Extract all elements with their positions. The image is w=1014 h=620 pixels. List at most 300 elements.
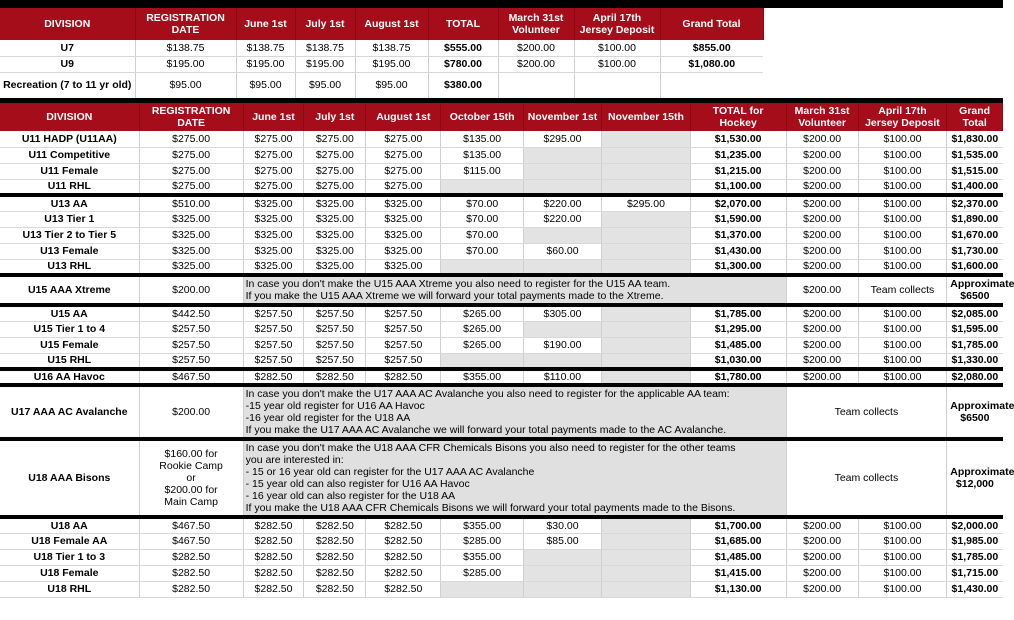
fee-cell: $325.00 (304, 259, 366, 275)
fee-cell: $200.00 (139, 385, 243, 439)
fee-cell: $1,715.00 (947, 565, 1003, 581)
fee-cell: $60.00 (523, 243, 601, 259)
fee-cell: $100.00 (858, 147, 947, 163)
fee-cell (441, 179, 523, 195)
fee-cell: $1,530.00 (690, 131, 786, 147)
fee-cell (602, 533, 691, 549)
fee-cell (602, 581, 691, 597)
fee-cell: $282.50 (366, 549, 441, 565)
fee-cell: Approximate $12,000 (947, 439, 1003, 517)
fee-cell: $325.00 (243, 243, 304, 259)
fee-cell: $2,080.00 (947, 369, 1003, 385)
column-header: April 17th Jersey Deposit (574, 8, 660, 40)
fee-cell (602, 163, 691, 179)
fee-cell: $1,330.00 (947, 353, 1003, 369)
division-name: U7 (0, 40, 135, 56)
fee-cell: $200.00 (786, 549, 858, 565)
fee-cell (441, 259, 523, 275)
fee-cell: $200.00 (498, 40, 574, 56)
column-header: October 15th (441, 103, 523, 131)
fee-cell: $355.00 (441, 369, 523, 385)
fee-cell: $100.00 (858, 243, 947, 259)
table-row (0, 147, 1003, 163)
table-row (0, 243, 1003, 259)
top-border (0, 0, 1003, 8)
note-line: - 15 year old can also register for U16 AA Havoc (245, 478, 470, 490)
fee-cell: $200.00 (786, 533, 858, 549)
fee-cell: $200.00 (786, 147, 858, 163)
fee-cell: $282.50 (243, 369, 304, 385)
fee-cell (441, 353, 523, 369)
fee-table-young (0, 8, 764, 99)
fee-cell (523, 163, 601, 179)
fee-cell: $282.50 (366, 369, 441, 385)
fee-cell: $200.00 (786, 581, 858, 597)
fee-cell: $1,590.00 (690, 211, 786, 227)
fee-cell: $200.00 (786, 369, 858, 385)
fee-cell: $100.00 (858, 195, 947, 211)
fee-cell: $257.50 (243, 321, 304, 337)
fee-cell: $100.00 (574, 56, 660, 72)
note-line: If you make the U18 AAA CFR Chemicals Bisons we will forward your total payments made to the Bisons. (245, 502, 736, 514)
fee-cell (602, 369, 691, 385)
fee-cell: $200.00 (786, 305, 858, 321)
reg-line: Rookie Camp (159, 460, 223, 472)
division-name: U15 AA (0, 305, 139, 321)
fee-cell: $1,670.00 (947, 227, 1003, 243)
fee-cell (498, 72, 574, 98)
fee-cell (523, 353, 601, 369)
fee-cell: $1,100.00 (690, 179, 786, 195)
fee-cell: $1,685.00 (690, 533, 786, 549)
column-header: March 31st Volunteer (786, 103, 858, 131)
fee-cell: $257.50 (366, 321, 441, 337)
fee-cell: $555.00 (428, 40, 498, 56)
fee-cell: $100.00 (858, 353, 947, 369)
fee-cell: $780.00 (428, 56, 498, 72)
fee-cell: $100.00 (858, 581, 947, 597)
table-row (0, 40, 763, 56)
fee-cell (523, 565, 601, 581)
fee-cell: $100.00 (574, 40, 660, 56)
fee-cell: $257.50 (366, 337, 441, 353)
fee-cell: $1,030.00 (690, 353, 786, 369)
fee-cell: $100.00 (858, 163, 947, 179)
fee-cell: $100.00 (858, 211, 947, 227)
fee-cell: $275.00 (304, 147, 366, 163)
fee-cell: $282.50 (243, 549, 304, 565)
fee-cell: $1,785.00 (690, 305, 786, 321)
fee-cell: $325.00 (243, 195, 304, 211)
fee-cell: $325.00 (139, 211, 243, 227)
fee-cell: $138.75 (236, 40, 295, 56)
fee-cell (602, 211, 691, 227)
note-line: you are interested in: (245, 454, 344, 466)
fee-cell: $100.00 (858, 565, 947, 581)
fee-cell: $257.50 (139, 353, 243, 369)
table-row (0, 565, 1003, 581)
fee-cell: $282.50 (304, 517, 366, 533)
division-name: U13 Tier 2 to Tier 5 (0, 227, 139, 243)
fee-cell (441, 581, 523, 597)
fee-cell (602, 337, 691, 353)
fee-cell: $325.00 (366, 211, 441, 227)
division-name: U15 AAA Xtreme (0, 275, 139, 305)
fee-cell: $195.00 (135, 56, 236, 72)
fee-cell: $325.00 (304, 227, 366, 243)
division-name: U18 Female (0, 565, 139, 581)
fee-cell (602, 227, 691, 243)
fee-cell: $257.50 (139, 321, 243, 337)
fee-cell: $100.00 (858, 369, 947, 385)
fee-cell: $275.00 (139, 147, 243, 163)
table-row (0, 227, 1003, 243)
fee-cell: $200.00 (786, 227, 858, 243)
fee-cell: $138.75 (295, 40, 355, 56)
fee-cell: $95.00 (355, 72, 428, 98)
fee-cell: $257.50 (304, 321, 366, 337)
fee-cell: $325.00 (366, 195, 441, 211)
fee-cell: $275.00 (366, 131, 441, 147)
table-row (0, 195, 1003, 211)
fee-cell: $325.00 (304, 211, 366, 227)
note-line: In case you don't make the U15 AAA Xtreme you also need to register for the U15 AA team. (245, 278, 671, 290)
column-header: November 1st (523, 103, 601, 131)
fee-cell: $1,780.00 (690, 369, 786, 385)
fee-cell: $325.00 (243, 227, 304, 243)
fee-cell: $195.00 (295, 56, 355, 72)
fee-cell: $95.00 (295, 72, 355, 98)
fee-cell: $285.00 (441, 533, 523, 549)
fee-cell: $70.00 (441, 243, 523, 259)
fee-cell (523, 581, 601, 597)
fee-cell: $95.00 (135, 72, 236, 98)
fee-cell: $200.00 (786, 337, 858, 353)
division-name: U13 Female (0, 243, 139, 259)
fee-cell: $325.00 (243, 211, 304, 227)
division-name: U11 Female (0, 163, 139, 179)
fee-cell: $1,415.00 (690, 565, 786, 581)
fee-cell: $275.00 (243, 163, 304, 179)
fee-cell: $275.00 (366, 147, 441, 163)
fee-cell: $200.00 (786, 517, 858, 533)
fee-cell: $1,785.00 (947, 337, 1003, 353)
fee-cell (523, 259, 601, 275)
fee-cell: $1,130.00 (690, 581, 786, 597)
table-row (0, 305, 1003, 321)
fee-cell: $2,070.00 (690, 195, 786, 211)
fee-cell: $282.50 (139, 565, 243, 581)
fee-cell: $2,000.00 (947, 517, 1003, 533)
fee-cell: $1,430.00 (690, 243, 786, 259)
column-header: REGISTRATION DATE (135, 8, 236, 40)
fee-cell: Approximate $6500 (947, 275, 1003, 305)
table-row (0, 131, 1003, 147)
division-name: U13 Tier 1 (0, 211, 139, 227)
fee-cell: $100.00 (858, 227, 947, 243)
fee-cell: $257.50 (139, 337, 243, 353)
reg-line: $200.00 for (164, 484, 218, 496)
fee-cell: $1,485.00 (690, 337, 786, 353)
fee-cell: $138.75 (355, 40, 428, 56)
fee-cell: $138.75 (135, 40, 236, 56)
fee-cell: $325.00 (304, 195, 366, 211)
fee-cell: $257.50 (366, 353, 441, 369)
fee-cell: $282.50 (243, 517, 304, 533)
table-row (0, 439, 1003, 517)
fee-cell: $257.50 (304, 353, 366, 369)
fee-cell: $195.00 (355, 56, 428, 72)
note-line: -16 year old register for the U18 AA (245, 412, 411, 424)
fee-cell: $200.00 (786, 163, 858, 179)
fee-cell: $355.00 (441, 517, 523, 533)
column-header: TOTAL for Hockey (690, 103, 786, 131)
fee-cell: $1,985.00 (947, 533, 1003, 549)
fee-cell: $257.50 (243, 337, 304, 353)
fee-cell: $200.00 (786, 259, 858, 275)
table-row (0, 337, 1003, 353)
column-header: REGISTRATION DATE (139, 103, 243, 131)
fee-cell: $325.00 (366, 259, 441, 275)
fee-cell (602, 243, 691, 259)
fee-cell (602, 131, 691, 147)
fee-cell: $325.00 (304, 243, 366, 259)
table-row (0, 549, 1003, 565)
fee-cell: $1,830.00 (947, 131, 1003, 147)
table-row (0, 369, 1003, 385)
fee-cell: $200.00 (786, 179, 858, 195)
fee-cell: $282.50 (139, 581, 243, 597)
fee-cell: $855.00 (660, 40, 763, 56)
fee-cell: $30.00 (523, 517, 601, 533)
fee-cell: $195.00 (236, 56, 295, 72)
fee-cell: $467.50 (139, 369, 243, 385)
fee-cell (523, 321, 601, 337)
fee-cell: $275.00 (139, 163, 243, 179)
fee-cell: $265.00 (441, 337, 523, 353)
fee-cell: $1,485.00 (690, 549, 786, 565)
fee-cell: $265.00 (441, 321, 523, 337)
division-name: U11 HADP (U11AA) (0, 131, 139, 147)
column-header: Grand Total (660, 8, 763, 40)
division-name: U17 AAA AC Avalanche (0, 385, 139, 439)
table-row (0, 385, 1003, 439)
table-row (0, 163, 1003, 179)
column-header: Grand Total (947, 103, 1003, 131)
fee-cell (523, 179, 601, 195)
fee-cell: $467.50 (139, 533, 243, 549)
column-header: August 1st (355, 8, 428, 40)
note-line: If you make the U17 AAA AC Avalanche we will forward your total payments made to the AC Avalanche. (245, 424, 727, 436)
fee-cell (523, 227, 601, 243)
fee-cell: $325.00 (366, 227, 441, 243)
fee-cell: $282.50 (304, 581, 366, 597)
division-name: U13 AA (0, 195, 139, 211)
fee-cell: $275.00 (139, 131, 243, 147)
fee-cell: $282.50 (139, 549, 243, 565)
fee-cell: $100.00 (858, 533, 947, 549)
column-header: TOTAL (428, 8, 498, 40)
fee-cell: $257.50 (243, 353, 304, 369)
fee-cell: $115.00 (441, 163, 523, 179)
fee-cell: $257.50 (304, 337, 366, 353)
reg-line: or (186, 472, 196, 484)
table-row (0, 581, 1003, 597)
reg-line: Main Camp (164, 496, 218, 508)
note-line: - 16 year old can also register for the U18 AA (245, 490, 456, 502)
fee-cell: Team collects (858, 275, 947, 305)
table-row (0, 211, 1003, 227)
column-header: DIVISION (0, 103, 139, 131)
fee-cell: $295.00 (602, 195, 691, 211)
table-row (0, 353, 1003, 369)
fee-cell: $1,400.00 (947, 179, 1003, 195)
fee-cell: $257.50 (366, 305, 441, 321)
fee-cell: $190.00 (523, 337, 601, 353)
table-row (0, 321, 1003, 337)
fee-cell: $282.50 (304, 549, 366, 565)
fee-cell: $510.00 (139, 195, 243, 211)
info-note (243, 439, 786, 517)
table-row (0, 72, 763, 98)
fee-cell (602, 305, 691, 321)
fee-cell: $1,700.00 (690, 517, 786, 533)
fee-cell: $100.00 (858, 259, 947, 275)
fee-cell: $305.00 (523, 305, 601, 321)
fee-table-minor (0, 103, 1014, 598)
fee-cell: $1,300.00 (690, 259, 786, 275)
fee-cell: $70.00 (441, 211, 523, 227)
fee-cell: $1,370.00 (690, 227, 786, 243)
fee-cell: $135.00 (441, 147, 523, 163)
column-header: June 1st (243, 103, 304, 131)
fee-cell: $2,370.00 (947, 195, 1003, 211)
fee-cell: $282.50 (304, 533, 366, 549)
fee-cell: $100.00 (858, 517, 947, 533)
division-name: U9 (0, 56, 135, 72)
division-name: U18 RHL (0, 581, 139, 597)
reg-line: $160.00 for (164, 448, 218, 460)
fee-cell: $200.00 (498, 56, 574, 72)
fee-cell: $1,215.00 (690, 163, 786, 179)
division-name: U15 Tier 1 to 4 (0, 321, 139, 337)
fee-cell: $200.00 (786, 195, 858, 211)
table-row (0, 275, 1003, 305)
division-name: U11 Competitive (0, 147, 139, 163)
fee-cell: $442.50 (139, 305, 243, 321)
fee-cell: $257.50 (243, 305, 304, 321)
fee-cell: $325.00 (139, 227, 243, 243)
fee-cell: $275.00 (366, 179, 441, 195)
fee-cell: $200.00 (786, 211, 858, 227)
fee-cell: $282.50 (366, 517, 441, 533)
fee-cell (602, 517, 691, 533)
fee-cell: $1,595.00 (947, 321, 1003, 337)
fee-cell: $380.00 (428, 72, 498, 98)
fee-cell: $467.50 (139, 517, 243, 533)
fee-cell (523, 147, 601, 163)
note-line: In case you don't make the U18 AAA CFR Chemicals Bisons you also need to register for the other teams (245, 442, 736, 454)
fee-cell: $285.00 (441, 565, 523, 581)
note-line: In case you don't make the U17 AAA AC Avalanche you also need to register for the applicable AA team: (245, 388, 730, 400)
fee-cell: $100.00 (858, 321, 947, 337)
fee-cell: $100.00 (858, 179, 947, 195)
division-name: U18 Female AA (0, 533, 139, 549)
fee-cell: $85.00 (523, 533, 601, 549)
division-name: U11 RHL (0, 179, 139, 195)
division-name: U15 RHL (0, 353, 139, 369)
header-row (0, 103, 1003, 131)
fee-cell: $282.50 (366, 581, 441, 597)
table-row (0, 533, 1003, 549)
fee-cell: $200.00 (786, 243, 858, 259)
fee-cell (602, 353, 691, 369)
fee-cell: $325.00 (139, 243, 243, 259)
division-name: Recreation (7 to 11 yr old) (0, 72, 135, 98)
note-line: If you make the U15 AAA Xtreme we will forward your total payments made to the Xtreme. (245, 290, 664, 302)
fee-cell: $282.50 (243, 533, 304, 549)
column-header: November 15th (602, 103, 691, 131)
fee-cell: $100.00 (858, 549, 947, 565)
fee-cell: $100.00 (858, 131, 947, 147)
fee-cell: $275.00 (243, 179, 304, 195)
fee-cell: $220.00 (523, 195, 601, 211)
fee-cell: $1,535.00 (947, 147, 1003, 163)
fee-cell: $282.50 (366, 565, 441, 581)
fee-cell: $282.50 (366, 533, 441, 549)
fee-cell: $282.50 (304, 565, 366, 581)
fee-cell: $325.00 (243, 259, 304, 275)
fee-cell (602, 565, 691, 581)
fee-cell (602, 147, 691, 163)
fee-cell: $265.00 (441, 305, 523, 321)
fee-cell: $325.00 (366, 243, 441, 259)
fee-cell: $95.00 (236, 72, 295, 98)
fee-cell: $1,785.00 (947, 549, 1003, 565)
fee-cell: $282.50 (243, 581, 304, 597)
fee-cell (602, 321, 691, 337)
fee-cell: $1,600.00 (947, 259, 1003, 275)
fee-cell: $200.00 (786, 565, 858, 581)
fee-cell (523, 549, 601, 565)
info-note (243, 275, 786, 305)
column-header: August 1st (366, 103, 441, 131)
division-name: U18 AAA Bisons (0, 439, 139, 517)
fee-cell: $1,730.00 (947, 243, 1003, 259)
fee-cell: Approximate $6500 (947, 385, 1003, 439)
fee-cell: $275.00 (304, 163, 366, 179)
table-row (0, 179, 1003, 195)
fee-cell: $275.00 (304, 131, 366, 147)
fee-cell (574, 72, 660, 98)
fee-cell: $135.00 (441, 131, 523, 147)
column-header: July 1st (295, 8, 355, 40)
fee-cell: $200.00 (786, 353, 858, 369)
fee-cell: Team collects (786, 439, 947, 517)
column-header: March 31st Volunteer (498, 8, 574, 40)
fee-cell: $70.00 (441, 195, 523, 211)
division-name: U16 AA Havoc (0, 369, 139, 385)
note-line: -15 year old register for U16 AA Havoc (245, 400, 425, 412)
info-note (243, 385, 786, 439)
fee-cell (660, 72, 763, 98)
fee-cell: $200.00 (139, 275, 243, 305)
fee-cell: $1,295.00 (690, 321, 786, 337)
fee-cell: Team collects (786, 385, 947, 439)
fee-cell: $70.00 (441, 227, 523, 243)
fee-cell: $2,085.00 (947, 305, 1003, 321)
fee-cell: $200.00 (786, 131, 858, 147)
